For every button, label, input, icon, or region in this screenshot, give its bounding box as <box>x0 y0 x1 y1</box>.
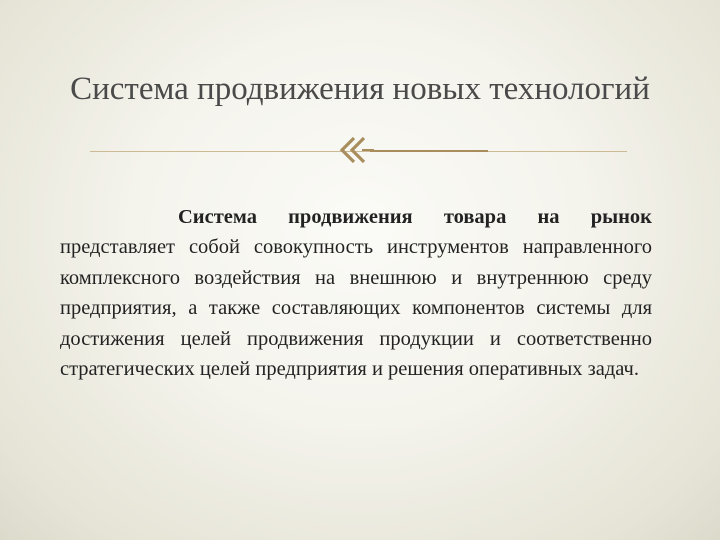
title-divider-accent <box>370 150 488 152</box>
body-lead-term: Система продвижения товара на рынок <box>178 205 652 228</box>
double-chevron-ornament-icon <box>337 134 377 166</box>
slide-title: Система продвижения новых технологий <box>70 71 650 108</box>
body-definition: представляет собой совокупность инструментов направленного комплексного воздействия на внешнюю и внутреннюю среду предприятия, а также составляющих компонентов системы для достижения целей продвижения продукции и соответственно стратегических целей предприятия и решения оперативных задач. <box>60 236 652 380</box>
slide-body-text <box>60 202 652 385</box>
